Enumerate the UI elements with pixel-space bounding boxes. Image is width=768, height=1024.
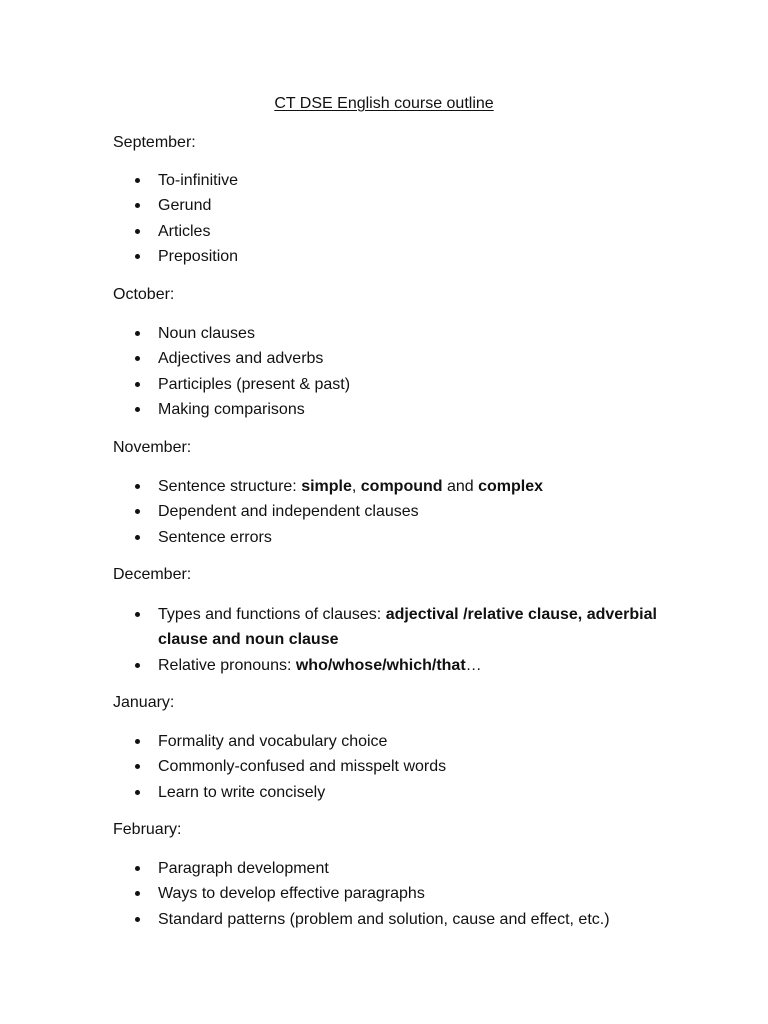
topic-list-december [158,602,658,678]
list-item: Adjectives and adverbs [158,346,678,371]
list-item: Sentence errors [158,525,678,550]
month-heading-january: January: [113,694,175,711]
list-item: Dependent and independent clauses [158,499,678,524]
list-item: Learn to write concisely [158,780,678,805]
topic-list-november [158,474,678,550]
month-heading-december: December: [113,566,192,583]
item-text: Sentence structure: [158,478,302,495]
list-item: Articles [158,219,678,244]
list-item: Gerund [158,193,678,218]
month-heading-november: November: [113,439,192,456]
item-text: and [442,478,479,495]
month-heading-october: October: [113,286,175,303]
bold-term-complex: complex [478,478,544,495]
list-item: Making comparisons [158,397,678,422]
month-heading-september: September: [113,134,196,151]
document-title: CT DSE English course outline [274,95,494,112]
list-item: Commonly-confused and misspelt words [158,754,678,779]
item-text: Types and functions of clauses: [158,606,386,623]
list-item: Participles (present & past) [158,372,678,397]
bold-term-clauses: adjectival /relative clause, adverbial clause and noun clause [158,606,657,648]
item-text: , [351,478,361,495]
list-item: Ways to develop effective paragraphs [158,881,738,906]
list-item: Formality and vocabulary choice [158,729,678,754]
list-item: To-infinitive [158,168,678,193]
item-text: … [465,657,482,674]
bold-term-compound: compound [360,478,443,495]
month-heading-february: February: [113,821,182,838]
list-item: Standard patterns (problem and solution, cause and effect, etc.) [158,907,738,932]
list-item: Preposition [158,244,678,269]
bold-term-pronouns: who/whose/which/that [295,657,466,674]
item-text: Relative pronouns: [158,657,296,674]
list-item [158,602,658,652]
list-item [158,653,658,678]
topic-list-january [158,729,678,805]
bold-term-simple: simple [301,478,352,495]
topic-list-february [158,856,738,932]
topic-list-october [158,321,678,423]
list-item: Noun clauses [158,321,678,346]
topic-list-september [158,168,678,270]
list-item [158,474,678,499]
list-item: Paragraph development [158,856,738,881]
